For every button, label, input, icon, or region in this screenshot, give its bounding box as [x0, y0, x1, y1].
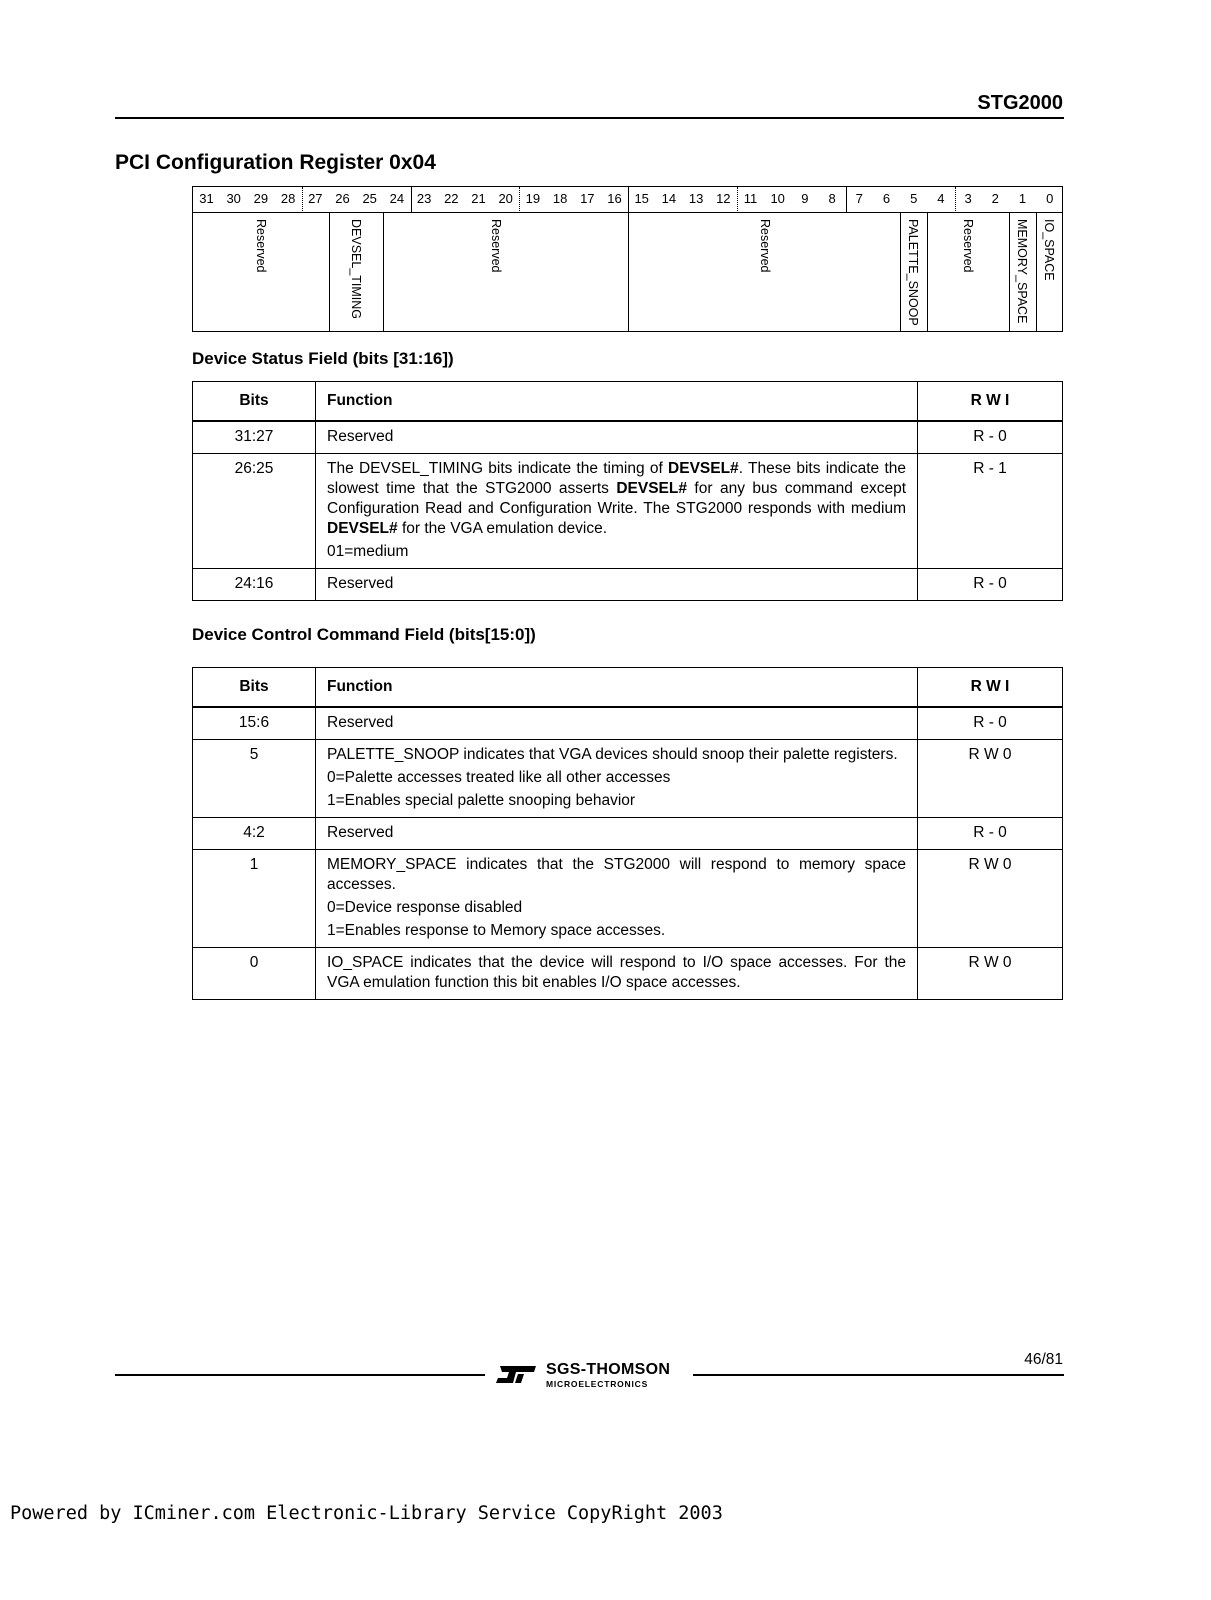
value-note: 0=Device response disabled: [327, 899, 523, 916]
bit-number: 10: [770, 191, 785, 206]
table-row: [193, 740, 1063, 818]
signal-name: DEVSEL#: [616, 480, 687, 497]
logo-subtext: MICROELECTRONICS: [546, 1379, 649, 1389]
function-text: PALETTE_SNOOP indicates that VGA devices should snoop their palette registers.: [327, 746, 898, 763]
function-cell: [316, 850, 918, 948]
bit-register-diagram: [192, 186, 1063, 332]
field-divider: [927, 213, 928, 331]
bit-number: 3: [964, 191, 972, 206]
bit-number: 2: [991, 191, 999, 206]
field-label-memory-space: MEMORY_SPACE: [1015, 219, 1029, 324]
field-label-io-space: IO_SPACE: [1042, 219, 1056, 281]
bit-number: 13: [688, 191, 704, 206]
bit-number: 26: [335, 191, 350, 206]
table-row: [193, 850, 1063, 948]
col-header-rwi: R W I: [918, 668, 1063, 708]
field-divider: [1036, 213, 1037, 331]
function-cell: Reserved: [316, 569, 918, 601]
function-cell: [316, 740, 918, 818]
footer-rule-left: [115, 1374, 485, 1376]
nibble-separator: [955, 187, 956, 213]
powered-by-footer: Powered by ICminer.com Electronic-Library Service CopyRight 2003: [10, 1503, 723, 1524]
function-cell: Reserved: [316, 818, 918, 850]
field-label-reserved: Reserved: [489, 219, 503, 273]
page-number: 46/81: [1024, 1351, 1063, 1368]
col-header-function: Function: [316, 382, 918, 422]
nibble-separator: [737, 187, 738, 213]
function-text: for the VGA emulation device.: [397, 520, 608, 537]
function-cell: [316, 454, 918, 569]
nibble-separator: [519, 187, 520, 213]
field-label-devsel-timing: DEVSEL_TIMING: [349, 219, 363, 320]
byte-separator: [411, 187, 412, 213]
bits-cell: 5: [193, 740, 316, 818]
nibble-separator: [302, 187, 303, 213]
bit-number: 15: [634, 191, 649, 206]
function-cell: IO_SPACE indicates that the device will respond to I/O space accesses. For the VGA emulation function this bit enables I/O space accesses.: [316, 948, 918, 1000]
col-header-rwi: R W I: [918, 382, 1063, 422]
bit-number: 21: [471, 191, 486, 206]
field-label-reserved: Reserved: [758, 219, 772, 273]
bit-number: 30: [226, 191, 241, 206]
signal-name: DEVSEL#: [327, 520, 398, 537]
sgs-thomson-logo: [494, 1360, 684, 1390]
document-title: STG2000: [977, 92, 1063, 114]
rwi-cell: R - 0: [918, 421, 1063, 454]
rwi-cell: R - 0: [918, 707, 1063, 740]
rwi-cell: R - 1: [918, 454, 1063, 569]
bit-number: 27: [308, 191, 323, 206]
bit-number: 22: [444, 191, 459, 206]
value-note: 1=Enables response to Memory space accesses.: [327, 922, 666, 939]
bit-number: 29: [253, 191, 269, 206]
rwi-cell: R W 0: [918, 740, 1063, 818]
section-title: PCI Configuration Register 0x04: [115, 151, 436, 174]
table-row: [193, 569, 1063, 601]
bit-number: 16: [607, 191, 622, 206]
bit-number: 19: [525, 191, 541, 206]
table-row: [193, 421, 1063, 454]
bit-number: 1: [1018, 191, 1027, 206]
device-command-table: [192, 667, 1063, 1000]
bits-cell: 4:2: [193, 818, 316, 850]
bit-number: 4: [937, 191, 945, 206]
logo-text: SGS-THOMSON: [546, 1361, 671, 1378]
bits-cell: 24:16: [193, 569, 316, 601]
bit-number: 6: [882, 191, 891, 206]
header-rule: [115, 117, 1064, 119]
value-note: 1=Enables special palette snooping behavior: [327, 792, 636, 809]
byte-separator: [846, 187, 847, 213]
command-table-title: Device Control Command Field (bits[15:0]): [192, 625, 536, 644]
bit-number: 17: [580, 191, 595, 206]
bit-number: 11: [743, 191, 758, 206]
field-label-reserved: Reserved: [961, 219, 975, 273]
field-label-reserved: Reserved: [254, 219, 268, 273]
rwi-cell: R W 0: [918, 948, 1063, 1000]
function-cell: Reserved: [316, 421, 918, 454]
signal-name: DEVSEL#: [668, 460, 739, 477]
function-text: MEMORY_SPACE indicates that the STG2000 will respond to memory space accesses.: [327, 856, 906, 893]
table-row: [193, 818, 1063, 850]
rwi-cell: R - 0: [918, 818, 1063, 850]
bit-number: 31: [199, 191, 214, 206]
bit-number: 5: [910, 191, 918, 206]
bit-number: 12: [716, 191, 731, 206]
field-divider: [628, 213, 629, 331]
bit-number: 18: [552, 191, 568, 206]
bits-cell: 1: [193, 850, 316, 948]
bit-number: 23: [416, 191, 432, 206]
bits-cell: 31:27: [193, 421, 316, 454]
bits-cell: 15:6: [193, 707, 316, 740]
field-divider: [383, 213, 384, 331]
bit-number: 7: [855, 191, 863, 206]
bit-number: 0: [1046, 191, 1054, 206]
status-table-title: Device Status Field (bits [31:16]): [192, 349, 454, 368]
field-divider: [329, 213, 330, 331]
byte-separator: [628, 187, 629, 213]
bit-number: 20: [498, 191, 513, 206]
table-row: [193, 948, 1063, 1000]
device-status-table: [192, 381, 1063, 601]
value-note: 01=medium: [327, 543, 409, 560]
col-header-bits: Bits: [193, 668, 316, 708]
bit-number: 28: [280, 191, 296, 206]
function-cell: Reserved: [316, 707, 918, 740]
table-header-row: [193, 668, 1063, 708]
value-note: 0=Palette accesses treated like all other accesses: [327, 769, 671, 786]
bit-number: 25: [362, 191, 377, 206]
bits-cell: 0: [193, 948, 316, 1000]
table-row: [193, 707, 1063, 740]
field-divider: [1009, 213, 1010, 331]
bit-number: 8: [828, 191, 836, 206]
function-text: The DEVSEL_TIMING bits indicate the timing of: [327, 460, 669, 477]
bit-number: 24: [389, 191, 405, 206]
table-header-row: [193, 382, 1063, 422]
col-header-function: Function: [316, 668, 918, 708]
rwi-cell: R - 0: [918, 569, 1063, 601]
footer-rule-right: [693, 1374, 1064, 1376]
col-header-bits: Bits: [193, 382, 316, 422]
function-text: . These bits indicate the slowest time that the STG2000 asserts: [327, 460, 906, 497]
rwi-cell: R W 0: [918, 850, 1063, 948]
bits-cell: 26:25: [193, 454, 316, 569]
table-row: [193, 454, 1063, 569]
bit-number: 9: [801, 191, 809, 206]
bit-number: 14: [661, 191, 677, 206]
bit-number-row: [193, 187, 1062, 213]
field-divider: [900, 213, 901, 331]
field-label-palette-snoop: PALETTE_SNOOP: [906, 219, 920, 326]
function-text: for any bus command except Configuration Read and Configuration Write. The STG2000 responds with medium: [327, 480, 906, 517]
